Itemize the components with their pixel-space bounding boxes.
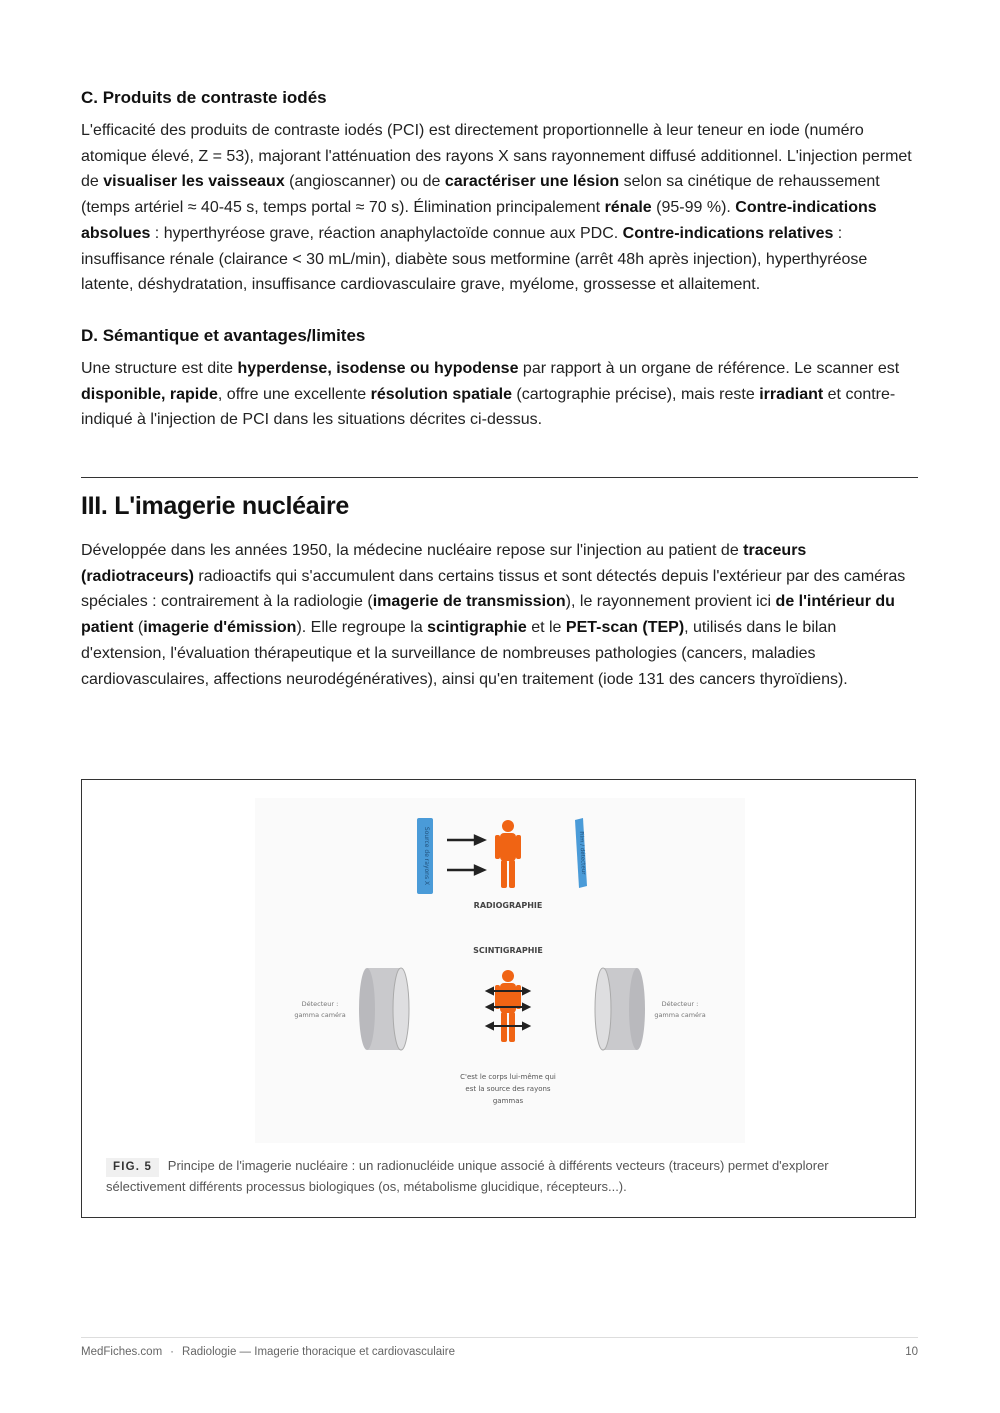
bold-term: traceurs (radiotraceurs) (81, 542, 807, 585)
text-run: : insuffisance rénale (clairance < 30 mL/min), diabète sous metformine (arrêt 48h après injection), hyperthyréose latente, déshydratation, insuffisance cardiovasculaire grave, myélome, grossesse et allaitement. (81, 224, 868, 294)
page-number: 10 (905, 1346, 918, 1358)
gamma-camera-right (595, 968, 645, 1050)
text-run: et contre-indiqué à l'injection de PCI dans les situations décrites ci-dessus. (81, 385, 896, 429)
section-d-paragraph (81, 356, 918, 433)
bold-term: scintigraphie (427, 619, 527, 637)
section-c-paragraph (81, 118, 918, 298)
figure-caption-text: Principe de l'imagerie nucléaire : un radionucléide unique associé à différents vecteurs (traceurs) permet d'explorer sélectivement différents processus biologiques (os, métabolisme glucidique, récepteurs...). (106, 1158, 829, 1194)
gamma-camera-left (359, 968, 409, 1050)
bold-term: de l'intérieur du patient (81, 593, 895, 637)
section-c-heading: C. Produits de contraste iodés (81, 88, 327, 107)
footer-separator: · (170, 1346, 175, 1358)
bold-term: PET-scan (TEP) (565, 619, 685, 637)
figure-tag: FIG. 5 (106, 1158, 159, 1177)
text-run: selon sa cinétique de rehaussement (temps artériel ≈ 40-45 s, temps portal ≈ 70 s). Élimination principalement (81, 173, 880, 217)
text-run: ). Elle regroupe la (296, 619, 428, 637)
bold-term: Contre-indications absolues (81, 199, 877, 242)
text-run: Développée dans les années 1950, la médecine nucléaire repose sur l'injection au patient de (81, 542, 744, 560)
chapter-divider (81, 477, 918, 478)
scintigraphie-label: SCINTIGRAPHIE (473, 946, 543, 955)
bold-term: rénale (604, 199, 652, 217)
source-note-line3: gammas (492, 1097, 524, 1105)
text-run: et le (526, 619, 566, 637)
figure-caption (106, 1156, 896, 1198)
footer-course-title: Radiologie — Imagerie thoracique et cardiovasculaire (182, 1346, 455, 1358)
source-note-line1: C'est le corps lui-même qui (460, 1073, 556, 1081)
detector-right-line1: Détecteur : (661, 1000, 699, 1008)
detector-left-line2: gamma caméra (294, 1011, 346, 1019)
xray-source-panel (417, 818, 433, 894)
text-run: (cartographie précise), mais reste (511, 385, 760, 403)
text-run: (95-99 %). (651, 199, 736, 217)
bold-term: résolution spatiale (370, 385, 512, 403)
xray-source-label: Source de rayons X (423, 826, 430, 886)
bold-term: imagerie d'émission (143, 619, 297, 637)
text-run: par rapport à un organe de référence. Le scanner est (518, 359, 900, 377)
page-footer (81, 1337, 918, 1358)
bold-term: hyperdense, isodense ou hypodense (237, 359, 519, 377)
film-label: Film / détecteur (577, 831, 587, 875)
text-run: Une structure est dite (81, 359, 238, 377)
bold-term: caractériser une lésion (444, 173, 620, 191)
chapter-intro-paragraph (81, 538, 918, 692)
text-run: , utilisés dans le bilan d'extension, l'évaluation thérapeutique et la surveillance de nombreuses pathologies (cancers, maladies cardiovasculaires, affections neurodégénératives), ainsi qu'en traitement (iode 131 des cancers thyroïdiens). (81, 619, 848, 688)
bold-term: visualiser les vaisseaux (103, 173, 285, 191)
text-run: ( (133, 619, 144, 637)
text-run: : hyperthyréose grave, réaction anaphylactoïde connue aux PDC. (150, 224, 623, 242)
source-note-line2: est la source des rayons (465, 1085, 551, 1093)
bold-term: disponible, rapide (81, 385, 218, 403)
bold-term: irradiant (759, 385, 824, 403)
text-run: L'efficacité des produits de contraste iodés (PCI) est directement proportionnelle à leur teneur en iode (numéro atomique élevé, Z = 53), majorant l'atténuation des rayons X sans rayonnement diffusé additionnel. L'injection permet de (81, 122, 912, 191)
text-run: radioactifs qui s'accumulent dans certains tissus et sont détectés depuis l'extérieur par des caméras spéciales : contrairement à la radiologie ( (81, 567, 906, 611)
nuclear-imaging-diagram (255, 798, 745, 1143)
radiographie-label: RADIOGRAPHIE (473, 901, 543, 910)
bold-term: imagerie de transmission (372, 593, 566, 611)
text-run: ), le rayonnement provient ici (565, 593, 776, 611)
footer-site-link[interactable]: MedFiches.com (81, 1346, 163, 1358)
chapter-heading: III. L'imagerie nucléaire (81, 492, 350, 521)
detector-left-line1: Détecteur : (301, 1000, 339, 1008)
detector-right-line2: gamma caméra (654, 1011, 706, 1019)
text-run: , offre une excellente (217, 385, 371, 403)
figure-5 (81, 779, 916, 1218)
text-run: (angioscanner) ou de (284, 173, 445, 191)
bold-term: Contre-indications relatives (622, 224, 834, 242)
section-d-heading: D. Sémantique et avantages/limites (81, 325, 366, 345)
page-content (81, 88, 918, 692)
